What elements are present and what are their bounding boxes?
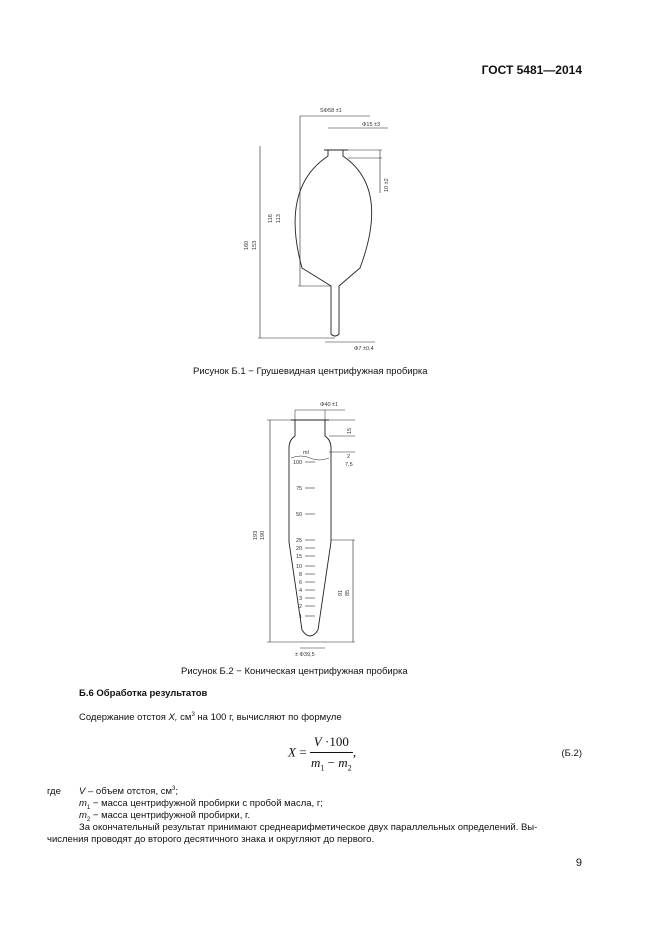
grad-50: 50 [296, 512, 303, 518]
legend-m2-var: m [79, 810, 87, 821]
legend-v [79, 786, 178, 797]
legend-v-sup: 3 [172, 786, 176, 792]
formula [288, 734, 356, 773]
formula-den-sub1: 1 [320, 763, 325, 773]
dim-gap1: 2 [347, 454, 351, 460]
dim-tip-d: Φ7 ±0,4 [354, 346, 374, 352]
dim-top-d: Φ40 ±1 [320, 402, 339, 408]
final-paragraph-line2: числения проводят до второго десятичного знака и округляют до первого. [47, 834, 375, 845]
dim-cone2: 85 [345, 589, 351, 596]
dim-body-h1: 116 [268, 214, 274, 223]
intro-post: на 100 г, вычисляют по формуле [194, 712, 342, 724]
legend-m2-sub: 2 [86, 816, 91, 823]
grad-3: 3 [299, 596, 303, 602]
legend-m1-sub: 1 [86, 804, 91, 811]
formula-den-minus: − [324, 755, 339, 770]
formula-denominator [310, 753, 353, 773]
legend-v-end: ; [175, 786, 178, 798]
formula-den-m1: m [311, 755, 321, 770]
dim-gap2: 7,5 [345, 462, 353, 468]
dim-bottom-d: ± Φ39,5 [295, 652, 315, 658]
equation-number: (Б.2) [561, 748, 582, 759]
document-code: ГОСТ 5481—2014 [481, 63, 582, 77]
grad-4: 4 [299, 588, 303, 594]
dim-neck-h: 10 ±2 [384, 178, 390, 192]
dim-total-h2: 153 [252, 240, 258, 250]
intro-var: X, [168, 712, 178, 724]
formula-fraction [310, 734, 353, 773]
dim-neck-d: Φ15 ±3 [362, 122, 381, 128]
section-title: Б.6 Обработка результатов [79, 688, 208, 699]
dim-cone1: 91 [338, 589, 344, 596]
grad-1: 1 [299, 614, 303, 620]
grad-25: 25 [296, 538, 303, 544]
dim-total-h1: 160 [244, 240, 250, 250]
figure-conical-tube [245, 392, 375, 662]
conical-tube-outline [289, 420, 331, 636]
intro-sup: 3 [191, 712, 195, 718]
grad-6: 6 [299, 580, 303, 586]
formula-num-rest: ·100 [321, 734, 349, 749]
grad-10: 10 [296, 564, 303, 570]
formula-numerator [310, 734, 353, 753]
figure-pear-tube [240, 98, 410, 358]
grad-75: 75 [296, 486, 303, 492]
legend-m1-var: m [79, 798, 87, 809]
unit-label: ml [303, 450, 309, 456]
intro-pre: Содержание отстоя [79, 712, 169, 724]
dim-top-h: 15 [347, 427, 353, 434]
intro-mid: см [177, 712, 192, 724]
pear-tube-outline [295, 150, 372, 336]
figure1-caption: Рисунок Б.1 − Грушевидная центрифужная пробирка [193, 366, 428, 377]
formula-lhs: X [288, 744, 296, 760]
formula-eq: = [299, 744, 307, 760]
dim-body-h2: 113 [276, 214, 282, 223]
dim-total2: 190 [260, 530, 266, 540]
formula-num-var: V [313, 734, 322, 749]
final-paragraph-line1: За окончательный результат принимают среднеарифметическое двух параллельных определений. Вы- [79, 822, 538, 833]
intro-paragraph [79, 712, 342, 723]
formula-trail: , [352, 744, 357, 760]
grad-2: 2 [299, 604, 303, 610]
legend-m2-text: − масса центрифужной пробирки, г. [90, 810, 250, 821]
legend-m2 [79, 810, 250, 823]
page-number: 9 [575, 857, 582, 869]
legend-m1-text: − масса центрифужной пробирки с пробой масла, г; [90, 798, 323, 809]
formula-den-m2: m [338, 755, 348, 770]
grad-100: 100 [293, 460, 303, 466]
formula-den-sub2: 2 [347, 763, 352, 773]
legend-m1 [79, 798, 323, 811]
dim-sphere: SΦ58 ±1 [320, 108, 342, 114]
legend-v-var: V [79, 786, 86, 798]
legend-v-text: – объем отстоя, см [85, 786, 173, 798]
figure2-caption: Рисунок Б.2 − Коническая центрифужная пробирка [181, 666, 408, 677]
grad-8: 8 [299, 572, 303, 578]
legend-where: где [47, 786, 61, 797]
grad-15: 15 [296, 554, 303, 560]
grad-20: 20 [296, 546, 303, 552]
dim-total1: 193 [253, 530, 259, 540]
